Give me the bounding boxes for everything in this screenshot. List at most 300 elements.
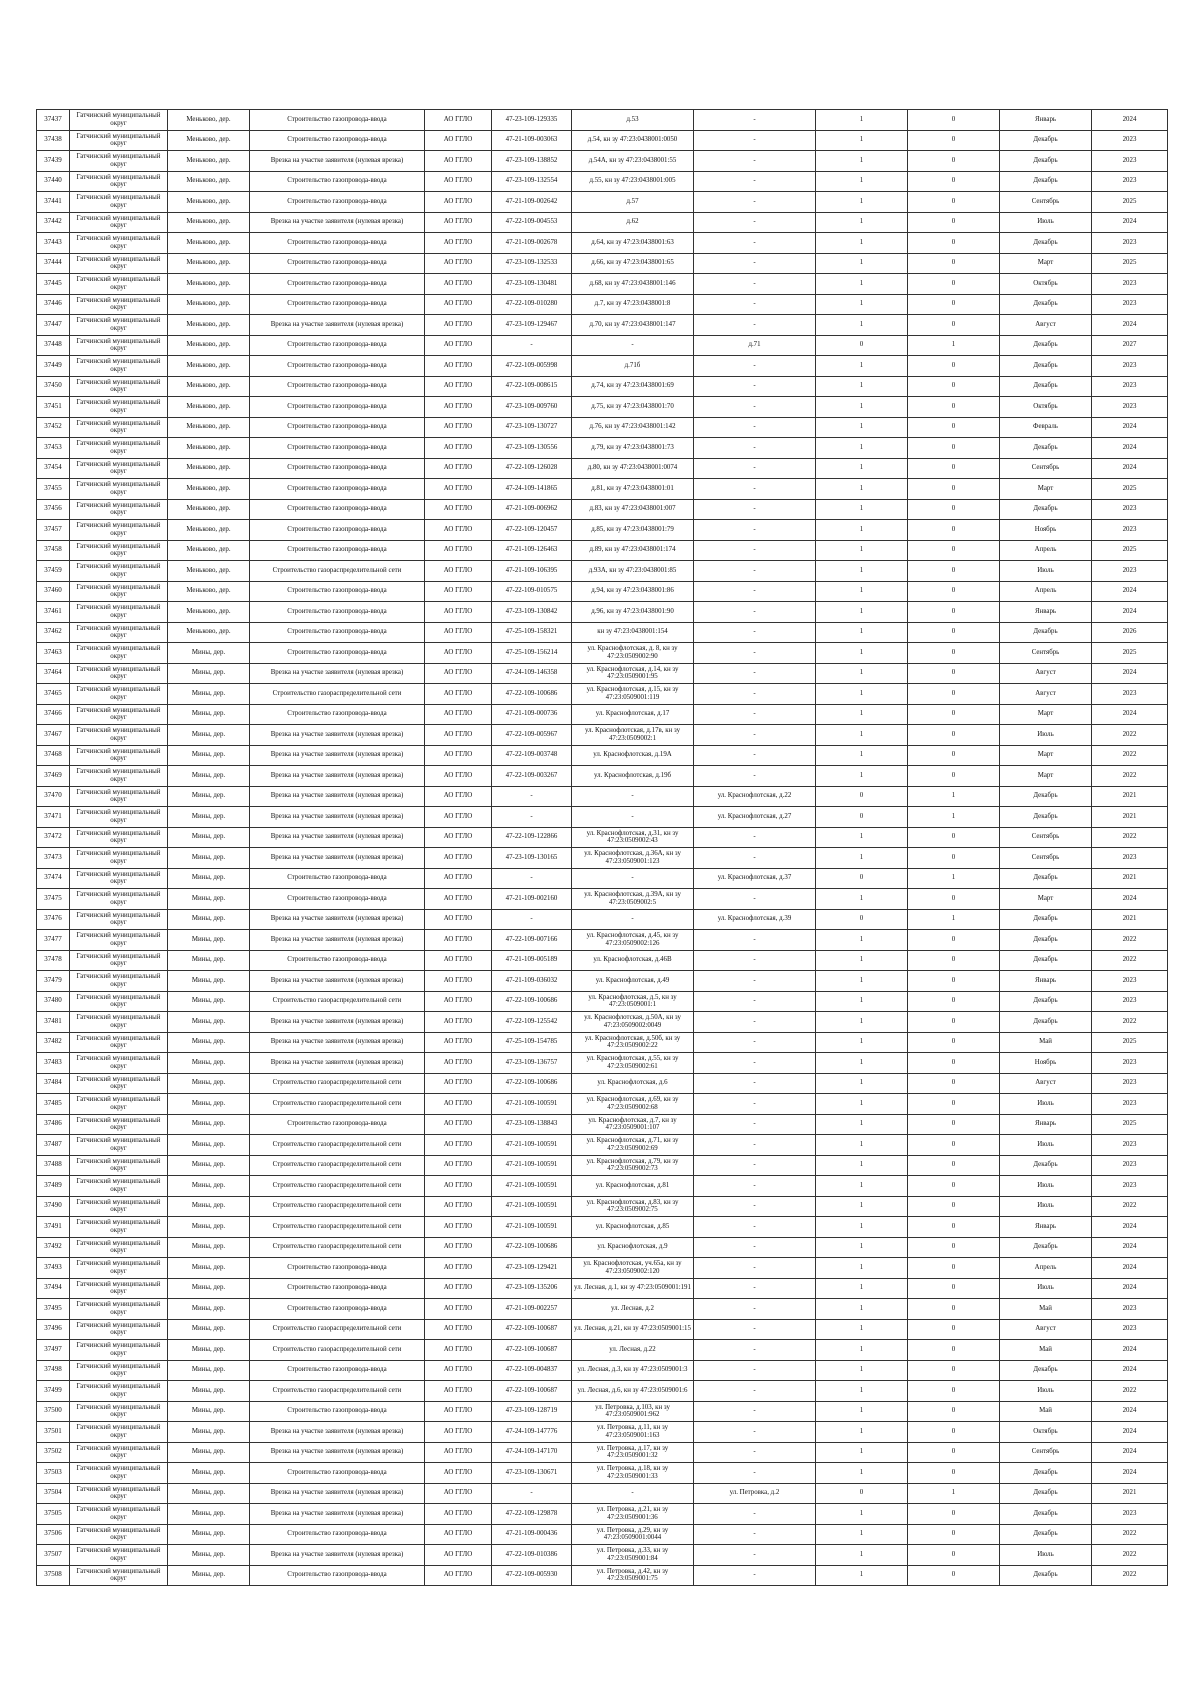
cell-application-number: - <box>492 1483 572 1504</box>
cell-work-type: Врезка на участке заявителя (нулевая врезка) <box>250 151 425 172</box>
cell-application-number: 47-24-109-147776 <box>492 1422 572 1443</box>
cell-district: Гатчинский муниципальный округ <box>70 335 168 356</box>
cell-district: Гатчинский муниципальный округ <box>70 704 168 725</box>
cell-row-number: 37495 <box>37 1299 70 1320</box>
cell-organization: АО ГГЛО <box>425 1360 492 1381</box>
cell-month: Июль <box>1000 725 1092 746</box>
cell-application-number: - <box>492 786 572 807</box>
cell-district: Гатчинский муниципальный округ <box>70 602 168 623</box>
cell-year: 2021 <box>1092 807 1168 828</box>
cell-year: 2024 <box>1092 458 1168 479</box>
table-row <box>37 1114 1168 1135</box>
cell-year: 2024 <box>1092 1237 1168 1258</box>
cell-flag-b: 0 <box>908 1094 1000 1115</box>
cell-application-number: 47-25-109-156214 <box>492 643 572 664</box>
cell-district: Гатчинский муниципальный округ <box>70 417 168 438</box>
cell-year: 2023 <box>1092 561 1168 582</box>
cell-flag-a: 1 <box>816 540 908 561</box>
cell-year: 2023 <box>1092 294 1168 315</box>
cell-flag-a: 1 <box>816 745 908 766</box>
cell-row-number: 37475 <box>37 889 70 910</box>
cell-year: 2024 <box>1092 1360 1168 1381</box>
cell-organization: АО ГГЛО <box>425 622 492 643</box>
cell-application-number: 47-21-109-126463 <box>492 540 572 561</box>
cell-flag-a: 1 <box>816 1012 908 1033</box>
cell-month: Май <box>1000 1299 1092 1320</box>
cell-application-number: 47-25-109-154785 <box>492 1032 572 1053</box>
cell-flag-a: 1 <box>816 315 908 336</box>
table-row <box>37 827 1168 848</box>
cell-district: Гатчинский муниципальный округ <box>70 725 168 746</box>
cell-application-number: 47-22-109-129878 <box>492 1504 572 1525</box>
cell-flag-b: 0 <box>908 930 1000 951</box>
cell-flag-a: 1 <box>816 1053 908 1074</box>
gasification-table <box>36 109 1168 1586</box>
cell-organization: АО ГГЛО <box>425 930 492 951</box>
cell-month: Март <box>1000 889 1092 910</box>
cell-work-type: Строительство газораспределительной сети <box>250 1196 425 1217</box>
cell-row-number: 37465 <box>37 684 70 705</box>
cell-work-type: Строительство газопровода-ввода <box>250 1463 425 1484</box>
cell-address: ул. Лесная, д.6, кн зу 47:23:0509001:6 <box>572 1381 694 1402</box>
cell-settlement: Мины, дер. <box>168 827 250 848</box>
cell-organization: АО ГГЛО <box>425 1176 492 1197</box>
table-row <box>37 479 1168 500</box>
cell-application-number: 47-23-109-132554 <box>492 171 572 192</box>
cell-row-number: 37506 <box>37 1524 70 1545</box>
table-row <box>37 1094 1168 1115</box>
table-row <box>37 745 1168 766</box>
cell-organization: АО ГГЛО <box>425 1012 492 1033</box>
cell-month: Декабрь <box>1000 950 1092 971</box>
cell-year: 2023 <box>1092 499 1168 520</box>
cell-settlement: Меньково, дер. <box>168 171 250 192</box>
cell-settlement: Меньково, дер. <box>168 499 250 520</box>
table-row <box>37 274 1168 295</box>
cell-flag-a: 1 <box>816 1176 908 1197</box>
cell-organization: АО ГГЛО <box>425 581 492 602</box>
cell-row-number: 37503 <box>37 1463 70 1484</box>
cell-flag-a: 1 <box>816 1073 908 1094</box>
cell-flag-a: 0 <box>816 807 908 828</box>
cell-month: Июль <box>1000 561 1092 582</box>
cell-row-number: 37493 <box>37 1258 70 1279</box>
cell-row-number: 37490 <box>37 1196 70 1217</box>
cell-flag-a: 0 <box>816 868 908 889</box>
table-row <box>37 725 1168 746</box>
cell-address: ул. Краснофлотская, д.39А, кн зу 47:23:0509002:5 <box>572 889 694 910</box>
cell-flag-b: 1 <box>908 868 1000 889</box>
cell-work-type: Врезка на участке заявителя (нулевая врезка) <box>250 766 425 787</box>
cell-district: Гатчинский муниципальный округ <box>70 889 168 910</box>
cell-flag-a: 1 <box>816 294 908 315</box>
cell-organization: АО ГГЛО <box>425 1258 492 1279</box>
cell-row-number: 37488 <box>37 1155 70 1176</box>
cell-address: ул. Лесная, д.22 <box>572 1340 694 1361</box>
table-row <box>37 1237 1168 1258</box>
cell-flag-a: 1 <box>816 1463 908 1484</box>
cell-district: Гатчинский муниципальный округ <box>70 786 168 807</box>
cell-row-number: 37484 <box>37 1073 70 1094</box>
cell-flag-b: 0 <box>908 1114 1000 1135</box>
cell-flag-b: 0 <box>908 315 1000 336</box>
cell-organization: АО ГГЛО <box>425 766 492 787</box>
cell-year: 2025 <box>1092 1114 1168 1135</box>
cell-planned-address: - <box>694 1217 816 1238</box>
cell-planned-address: - <box>694 417 816 438</box>
cell-district: Гатчинский муниципальный округ <box>70 868 168 889</box>
cell-work-type: Строительство газопровода-ввода <box>250 397 425 418</box>
table-row <box>37 561 1168 582</box>
cell-year: 2023 <box>1092 1053 1168 1074</box>
cell-address: ул. Краснофлотская, д.19А <box>572 745 694 766</box>
cell-settlement: Мины, дер. <box>168 868 250 889</box>
table-row <box>37 397 1168 418</box>
cell-application-number: 47-22-109-007166 <box>492 930 572 951</box>
cell-settlement: Мины, дер. <box>168 1422 250 1443</box>
cell-district: Гатчинский муниципальный округ <box>70 1278 168 1299</box>
cell-address: ул. Краснофлотская, д.46В <box>572 950 694 971</box>
cell-flag-a: 1 <box>816 704 908 725</box>
cell-district: Гатчинский муниципальный округ <box>70 376 168 397</box>
cell-flag-b: 0 <box>908 602 1000 623</box>
cell-settlement: Мины, дер. <box>168 1442 250 1463</box>
cell-organization: АО ГГЛО <box>425 786 492 807</box>
cell-work-type: Строительство газопровода-ввода <box>250 499 425 520</box>
cell-work-type: Строительство газораспределительной сети <box>250 1237 425 1258</box>
table-row <box>37 909 1168 930</box>
cell-flag-b: 0 <box>908 151 1000 172</box>
cell-flag-b: 0 <box>908 438 1000 459</box>
table-row <box>37 704 1168 725</box>
cell-organization: АО ГГЛО <box>425 909 492 930</box>
cell-row-number: 37504 <box>37 1483 70 1504</box>
cell-planned-address: - <box>694 950 816 971</box>
cell-flag-a: 1 <box>816 1340 908 1361</box>
cell-district: Гатчинский муниципальный округ <box>70 1319 168 1340</box>
cell-settlement: Мины, дер. <box>168 1360 250 1381</box>
cell-row-number: 37482 <box>37 1032 70 1053</box>
cell-row-number: 37457 <box>37 520 70 541</box>
cell-row-number: 37437 <box>37 110 70 131</box>
cell-planned-address: - <box>694 971 816 992</box>
cell-planned-address: - <box>694 745 816 766</box>
cell-work-type: Врезка на участке заявителя (нулевая врезка) <box>250 315 425 336</box>
cell-address: д.94, кн зу 47:23:0438001:86 <box>572 581 694 602</box>
cell-month: Декабрь <box>1000 233 1092 254</box>
cell-district: Гатчинский муниципальный округ <box>70 1504 168 1525</box>
cell-work-type: Строительство газопровода-ввода <box>250 520 425 541</box>
cell-settlement: Мины, дер. <box>168 1155 250 1176</box>
cell-work-type: Врезка на участке заявителя (нулевая врезка) <box>250 930 425 951</box>
cell-month: Декабрь <box>1000 868 1092 889</box>
cell-settlement: Мины, дер. <box>168 1012 250 1033</box>
cell-application-number: 47-22-109-010280 <box>492 294 572 315</box>
cell-settlement: Мины, дер. <box>168 1196 250 1217</box>
cell-work-type: Строительство газопровода-ввода <box>250 704 425 725</box>
cell-district: Гатчинский муниципальный округ <box>70 1155 168 1176</box>
cell-month: Август <box>1000 663 1092 684</box>
cell-work-type: Строительство газопровода-ввода <box>250 274 425 295</box>
cell-settlement: Мины, дер. <box>168 848 250 869</box>
cell-row-number: 37498 <box>37 1360 70 1381</box>
cell-organization: АО ГГЛО <box>425 1565 492 1586</box>
cell-planned-address: - <box>694 622 816 643</box>
cell-month: Декабрь <box>1000 807 1092 828</box>
cell-application-number: 47-22-109-100687 <box>492 1381 572 1402</box>
cell-district: Гатчинский муниципальный округ <box>70 1012 168 1033</box>
cell-application-number: 47-23-109-128719 <box>492 1401 572 1422</box>
cell-address: ул. Краснофлотская, д.5, кн зу 47:23:0509001:1 <box>572 991 694 1012</box>
cell-district: Гатчинский муниципальный округ <box>70 1196 168 1217</box>
cell-flag-b: 0 <box>908 684 1000 705</box>
cell-organization: АО ГГЛО <box>425 1237 492 1258</box>
cell-planned-address: - <box>694 253 816 274</box>
cell-organization: АО ГГЛО <box>425 991 492 1012</box>
cell-flag-a: 1 <box>816 1032 908 1053</box>
cell-row-number: 37502 <box>37 1442 70 1463</box>
cell-settlement: Мины, дер. <box>168 1053 250 1074</box>
cell-work-type: Строительство газопровода-ввода <box>250 1299 425 1320</box>
cell-address: ул. Лесная, д.21, кн зу 47:23:0509001:15 <box>572 1319 694 1340</box>
cell-row-number: 37494 <box>37 1278 70 1299</box>
cell-row-number: 37449 <box>37 356 70 377</box>
cell-month: Март <box>1000 479 1092 500</box>
table-row <box>37 1524 1168 1545</box>
cell-settlement: Мины, дер. <box>168 1401 250 1422</box>
cell-district: Гатчинский муниципальный округ <box>70 643 168 664</box>
cell-flag-b: 0 <box>908 499 1000 520</box>
table-row <box>37 602 1168 623</box>
cell-year: 2023 <box>1092 274 1168 295</box>
cell-planned-address: - <box>694 1258 816 1279</box>
cell-district: Гатчинский муниципальный округ <box>70 561 168 582</box>
cell-row-number: 37497 <box>37 1340 70 1361</box>
cell-settlement: Мины, дер. <box>168 1524 250 1545</box>
cell-organization: АО ГГЛО <box>425 233 492 254</box>
cell-settlement: Мины, дер. <box>168 991 250 1012</box>
cell-work-type: Строительство газораспределительной сети <box>250 684 425 705</box>
cell-month: Декабрь <box>1000 622 1092 643</box>
cell-organization: АО ГГЛО <box>425 1401 492 1422</box>
cell-flag-b: 0 <box>908 1340 1000 1361</box>
cell-row-number: 37447 <box>37 315 70 336</box>
cell-application-number: 47-23-109-130727 <box>492 417 572 438</box>
cell-address: ул. Краснофлотская, д.79, кн зу 47:23:0509002:73 <box>572 1155 694 1176</box>
cell-year: 2024 <box>1092 417 1168 438</box>
cell-application-number: 47-21-109-002257 <box>492 1299 572 1320</box>
cell-organization: АО ГГЛО <box>425 417 492 438</box>
cell-planned-address: - <box>694 889 816 910</box>
cell-work-type: Строительство газораспределительной сети <box>250 1155 425 1176</box>
cell-flag-a: 1 <box>816 130 908 151</box>
cell-year: 2025 <box>1092 540 1168 561</box>
cell-row-number: 37458 <box>37 540 70 561</box>
cell-planned-address: - <box>694 1524 816 1545</box>
cell-settlement: Мины, дер. <box>168 1278 250 1299</box>
cell-address: ул. Краснофлотская, д.50А, кн зу 47:23:0509002:0049 <box>572 1012 694 1033</box>
cell-month: Декабрь <box>1000 1360 1092 1381</box>
cell-address: д.57 <box>572 192 694 213</box>
cell-month: Февраль <box>1000 417 1092 438</box>
cell-flag-b: 0 <box>908 663 1000 684</box>
cell-year: 2023 <box>1092 1155 1168 1176</box>
cell-work-type: Строительство газопровода-ввода <box>250 622 425 643</box>
cell-month: Август <box>1000 1073 1092 1094</box>
cell-address: д.55, кн зу 47:23:0438001:005 <box>572 171 694 192</box>
cell-planned-address: - <box>694 274 816 295</box>
cell-application-number: 47-22-109-003267 <box>492 766 572 787</box>
cell-organization: АО ГГЛО <box>425 1278 492 1299</box>
cell-row-number: 37446 <box>37 294 70 315</box>
cell-address: д.79, кн зу 47:23:0438001:73 <box>572 438 694 459</box>
cell-settlement: Меньково, дер. <box>168 274 250 295</box>
cell-settlement: Мины, дер. <box>168 1483 250 1504</box>
cell-year: 2024 <box>1092 1278 1168 1299</box>
cell-planned-address: - <box>694 212 816 233</box>
cell-organization: АО ГГЛО <box>425 315 492 336</box>
cell-row-number: 37459 <box>37 561 70 582</box>
cell-address: ул. Краснофлотская, д.69, кн зу 47:23:0509002:68 <box>572 1094 694 1115</box>
cell-flag-a: 1 <box>816 1155 908 1176</box>
cell-planned-address: - <box>694 438 816 459</box>
cell-flag-a: 1 <box>816 1094 908 1115</box>
cell-year: 2023 <box>1092 1176 1168 1197</box>
cell-flag-b: 0 <box>908 1217 1000 1238</box>
cell-flag-a: 1 <box>816 1442 908 1463</box>
cell-district: Гатчинский муниципальный округ <box>70 1094 168 1115</box>
cell-flag-b: 1 <box>908 807 1000 828</box>
cell-organization: АО ГГЛО <box>425 950 492 971</box>
cell-work-type: Строительство газораспределительной сети <box>250 1340 425 1361</box>
cell-year: 2024 <box>1092 315 1168 336</box>
cell-row-number: 37468 <box>37 745 70 766</box>
cell-application-number: - <box>492 335 572 356</box>
cell-district: Гатчинский муниципальный округ <box>70 1524 168 1545</box>
cell-month: Октябрь <box>1000 1422 1092 1443</box>
cell-year: 2022 <box>1092 930 1168 951</box>
cell-application-number: 47-21-109-006962 <box>492 499 572 520</box>
cell-year: 2023 <box>1092 130 1168 151</box>
cell-flag-b: 0 <box>908 1319 1000 1340</box>
table-row <box>37 1401 1168 1422</box>
document-page <box>36 109 1167 1586</box>
cell-month: Декабрь <box>1000 786 1092 807</box>
cell-application-number: 47-21-109-003063 <box>492 130 572 151</box>
cell-month: Январь <box>1000 971 1092 992</box>
cell-planned-address: - <box>694 397 816 418</box>
cell-district: Гатчинский муниципальный округ <box>70 1442 168 1463</box>
cell-organization: АО ГГЛО <box>425 192 492 213</box>
cell-work-type: Строительство газораспределительной сети <box>250 991 425 1012</box>
cell-work-type: Врезка на участке заявителя (нулевая врезка) <box>250 1032 425 1053</box>
cell-year: 2021 <box>1092 868 1168 889</box>
cell-district: Гатчинский муниципальный округ <box>70 991 168 1012</box>
cell-settlement: Мины, дер. <box>168 1217 250 1238</box>
cell-flag-a: 1 <box>816 212 908 233</box>
cell-address: ул. Петровка, д.11, кн зу 47:23:0509001:163 <box>572 1422 694 1443</box>
cell-row-number: 37508 <box>37 1565 70 1586</box>
cell-year: 2025 <box>1092 479 1168 500</box>
cell-row-number: 37505 <box>37 1504 70 1525</box>
cell-address: ул. Краснофлотская, д.31, кн зу 47:23:0509002:43 <box>572 827 694 848</box>
cell-row-number: 37450 <box>37 376 70 397</box>
cell-work-type: Строительство газораспределительной сети <box>250 1381 425 1402</box>
cell-settlement: Меньково, дер. <box>168 233 250 254</box>
cell-month: Декабрь <box>1000 356 1092 377</box>
cell-work-type: Строительство газопровода-ввода <box>250 1278 425 1299</box>
cell-planned-address: - <box>694 356 816 377</box>
cell-work-type: Строительство газопровода-ввода <box>250 1565 425 1586</box>
cell-year: 2022 <box>1092 1012 1168 1033</box>
cell-address: д.93А, кн зу 47:23:0438001:85 <box>572 561 694 582</box>
table-row <box>37 1504 1168 1525</box>
cell-district: Гатчинский муниципальный округ <box>70 1237 168 1258</box>
cell-application-number: 47-22-109-005967 <box>492 725 572 746</box>
cell-flag-b: 0 <box>908 1504 1000 1525</box>
cell-planned-address: - <box>694 151 816 172</box>
cell-organization: АО ГГЛО <box>425 725 492 746</box>
cell-address: д.62 <box>572 212 694 233</box>
cell-year: 2023 <box>1092 1299 1168 1320</box>
table-row <box>37 1196 1168 1217</box>
table-row <box>37 868 1168 889</box>
cell-month: Декабрь <box>1000 1504 1092 1525</box>
table-row <box>37 1422 1168 1443</box>
cell-application-number: - <box>492 909 572 930</box>
cell-district: Гатчинский муниципальный округ <box>70 1360 168 1381</box>
cell-flag-a: 1 <box>816 889 908 910</box>
cell-organization: АО ГГЛО <box>425 663 492 684</box>
cell-address: ул. Краснофлотская, д.9 <box>572 1237 694 1258</box>
cell-organization: АО ГГЛО <box>425 110 492 131</box>
cell-organization: АО ГГЛО <box>425 1053 492 1074</box>
table-row <box>37 499 1168 520</box>
cell-month: Август <box>1000 1319 1092 1340</box>
cell-flag-b: 0 <box>908 1442 1000 1463</box>
cell-row-number: 37469 <box>37 766 70 787</box>
cell-address: д.70, кн зу 47:23:0438001:147 <box>572 315 694 336</box>
table-row <box>37 438 1168 459</box>
cell-flag-b: 0 <box>908 274 1000 295</box>
cell-address: д.81, кн зу 47:23:0438001:01 <box>572 479 694 500</box>
cell-settlement: Меньково, дер. <box>168 192 250 213</box>
cell-organization: АО ГГЛО <box>425 151 492 172</box>
cell-organization: АО ГГЛО <box>425 868 492 889</box>
cell-year: 2026 <box>1092 622 1168 643</box>
cell-year: 2024 <box>1092 1463 1168 1484</box>
cell-settlement: Мины, дер. <box>168 909 250 930</box>
cell-flag-a: 1 <box>816 192 908 213</box>
cell-settlement: Меньково, дер. <box>168 540 250 561</box>
cell-planned-address: - <box>694 1012 816 1033</box>
cell-row-number: 37478 <box>37 950 70 971</box>
cell-settlement: Мины, дер. <box>168 1258 250 1279</box>
table-row <box>37 376 1168 397</box>
cell-flag-b: 0 <box>908 1524 1000 1545</box>
cell-settlement: Меньково, дер. <box>168 130 250 151</box>
cell-month: Июль <box>1000 1094 1092 1115</box>
cell-work-type: Строительство газопровода-ввода <box>250 540 425 561</box>
cell-planned-address: - <box>694 294 816 315</box>
cell-organization: АО ГГЛО <box>425 1524 492 1545</box>
cell-month: Сентябрь <box>1000 848 1092 869</box>
cell-district: Гатчинский муниципальный округ <box>70 253 168 274</box>
cell-flag-b: 0 <box>908 725 1000 746</box>
table-row <box>37 356 1168 377</box>
cell-address: д.76, кн зу 47:23:0438001:142 <box>572 417 694 438</box>
cell-month: Август <box>1000 684 1092 705</box>
